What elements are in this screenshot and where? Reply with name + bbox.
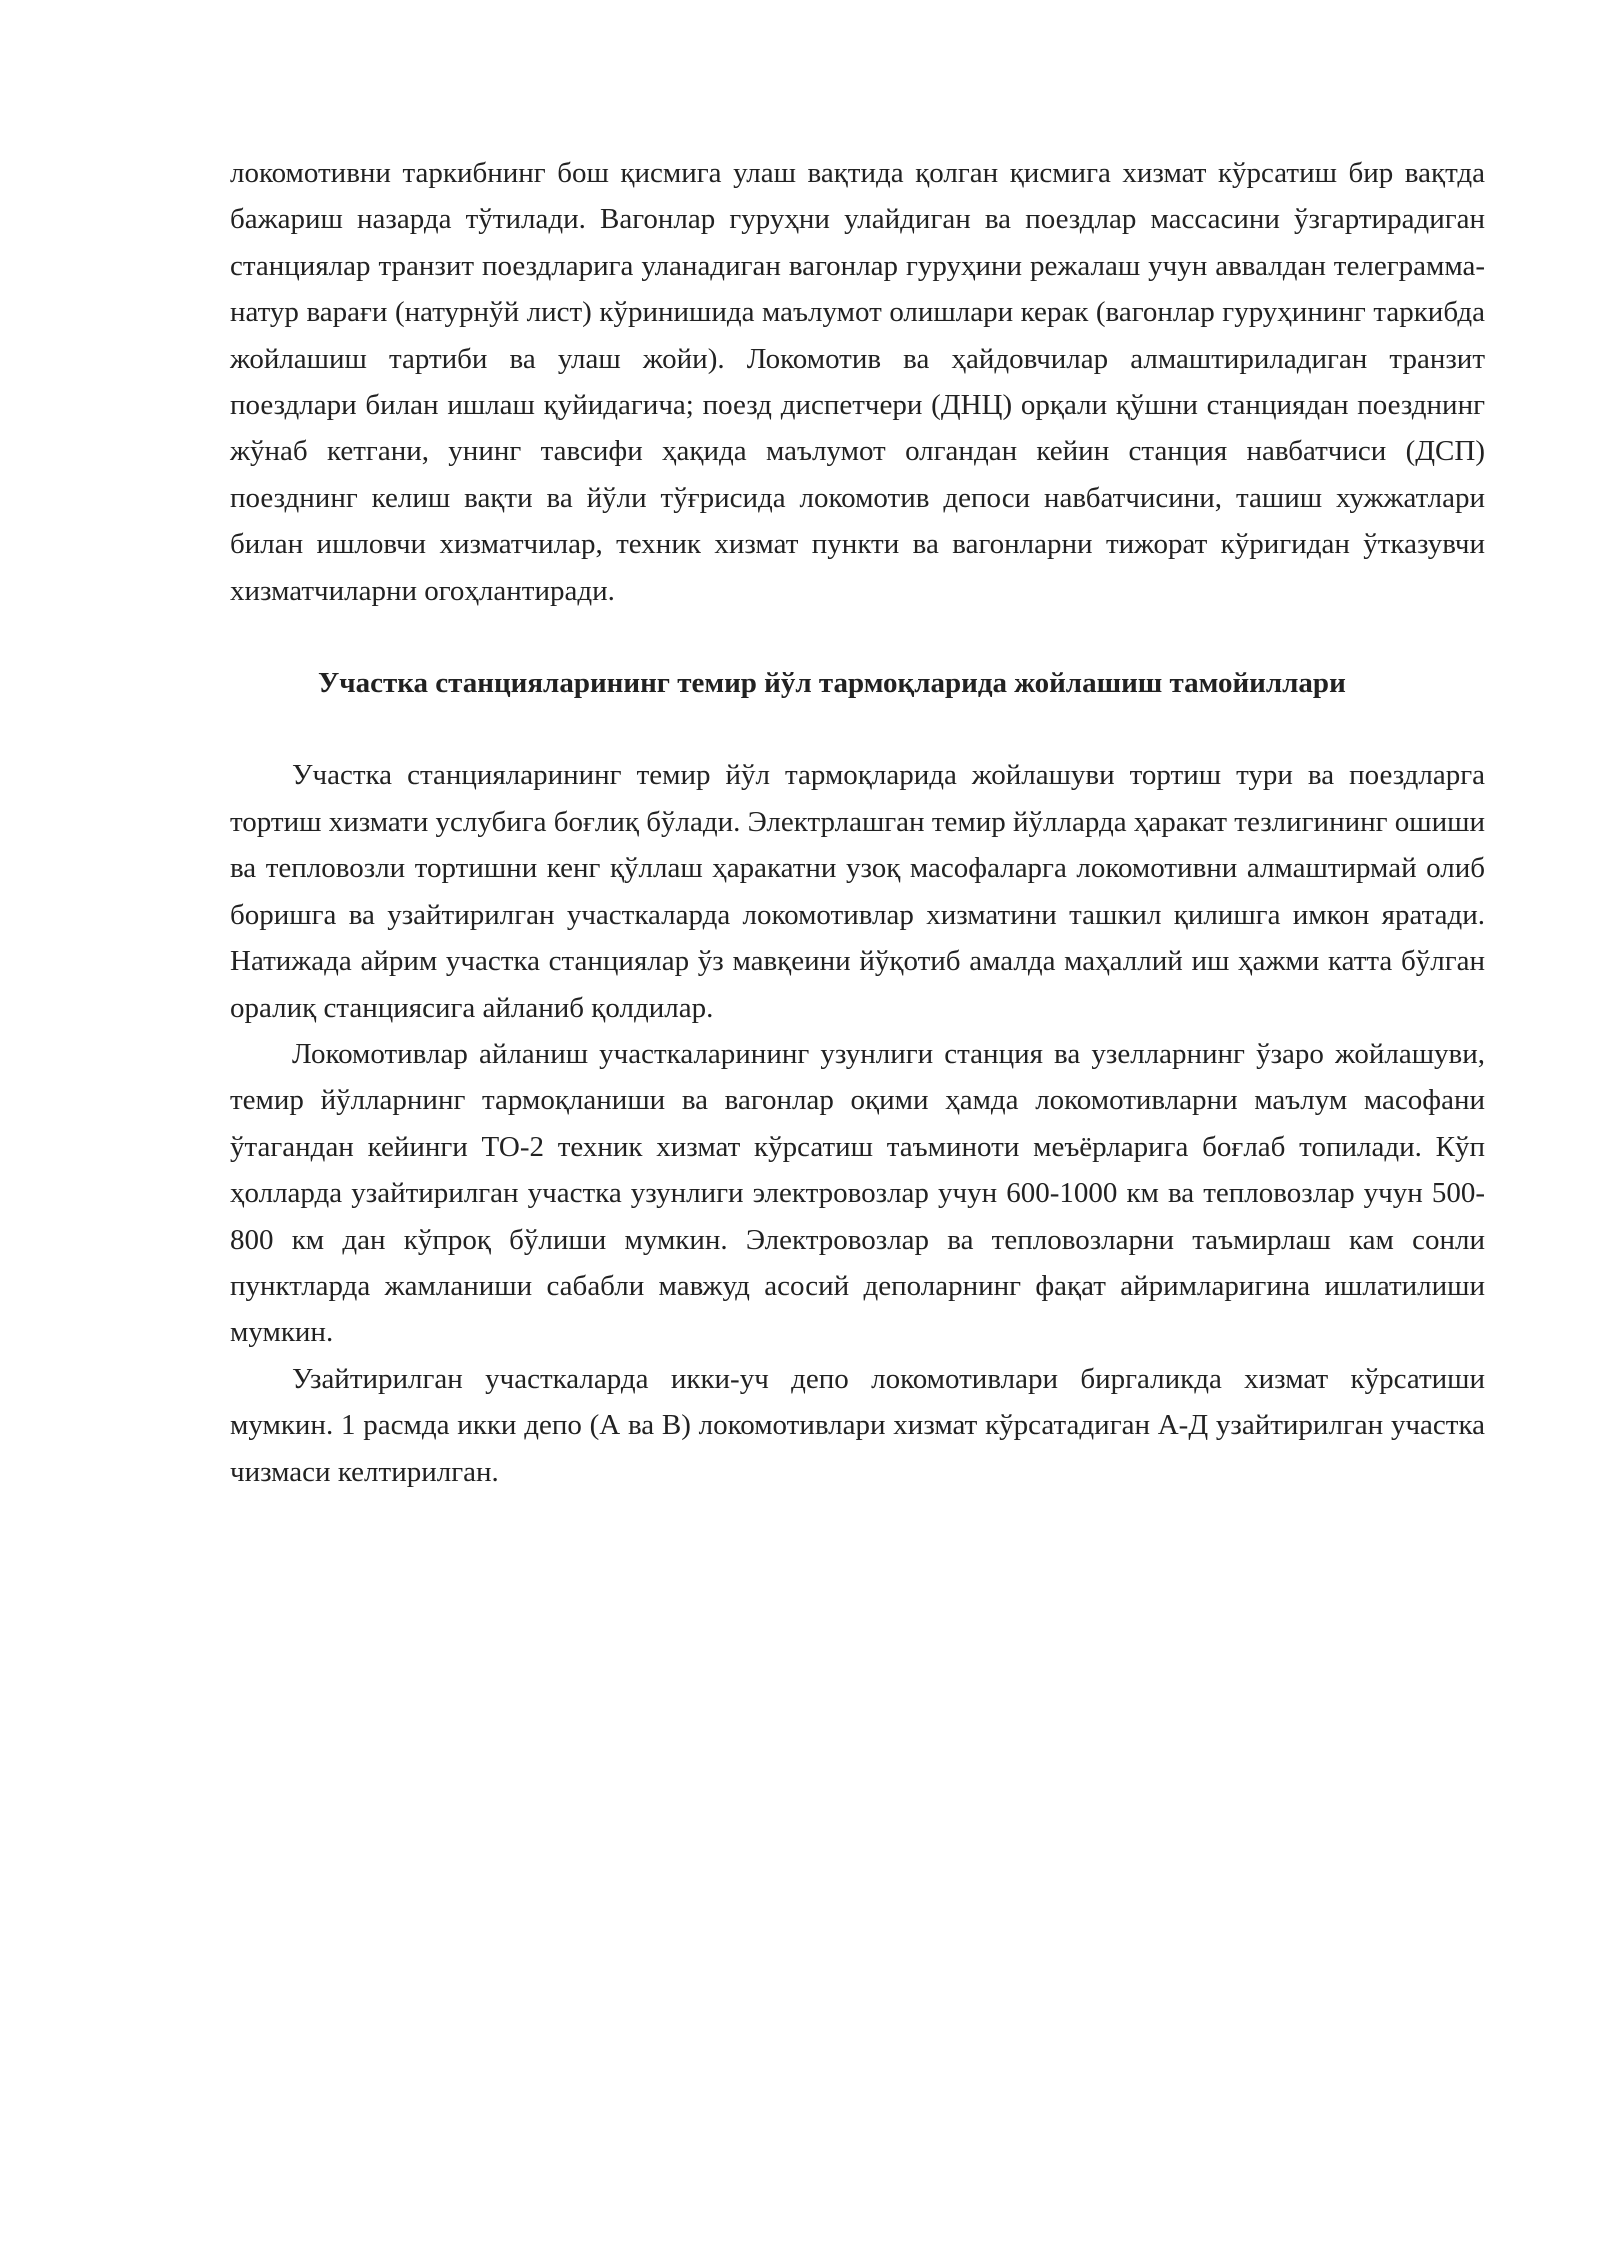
spacer	[230, 614, 1485, 660]
body-paragraph-2: Участка станцияларининг темир йўл тармоқларида жойлашуви тортиш тури ва поездларга тортиш хизмати услубига боғлиқ бўлади. Электрлашган темир йўлларда ҳаракат тезлигининг ошиши ва тепловозли тортишни кенг қўллаш ҳаракатни узоқ масофаларга локомотивни алмаштирмай олиб боришга ва узайтирилган участкаларда локомотивлар хизматини ташкил қилишга имкон яратади. Натижада айрим участка станциялар ўз мавқеини йўқотиб амалда маҳаллий иш ҳажми катта бўлган оралиқ станциясига айланиб қолдилар.	[230, 759, 1485, 1024]
body-paragraph-4: Узайтирилган участкаларда икки-уч депо локомотивлари биргаликда хизмат кўрсатиши мумкин. 1 расмда икки депо (А ва В) локомотивлари хизмат кўрсатадиган А-Д узайтирилган участка чизмаси келтирилган.	[230, 1362, 1485, 1488]
section-heading: Участка станцияларининг темир йўл тармоқларида жойлашиш тамойиллари	[318, 667, 1346, 700]
document-page	[230, 150, 1485, 1495]
body-paragraph-1: локомотивни таркибнинг бош қисмига улаш вақтида қолган қисмига хизмат кўрсатиш бир вақтда бажариш назарда тўтилади. Вагонлар гуруҳни улайдиган ва поездлар массасини ўзгартирадиган станциялар транзит поездларига уланадиган вагонлар гуруҳини режалаш учун аввалдан телеграмма-натур варағи (натурнўй лист) кўринишида маълумот олишлари керак (вагонлар гуруҳининг таркибда жойлашиш тартиби ва улаш жойи). Локомотив ва ҳайдовчилар алмаштириладиган транзит поездлари билан ишлаш қуйидагича; поезд диспетчери (ДНЦ) орқали қўшни станциядан поезднинг жўнаб кетгани, унинг тавсифи ҳақида маълумот олгандан кейин станция навбатчиси (ДСП) поезднинг келиш вақти ва йўли тўғрисида локомотив депоси навбатчисини, ташиш хужжатлари билан ишловчи хизматчилар, техник хизмат пункти ва вагонларни тижорат кўригидан ўтказувчи хизматчиларни огоҳлантиради.	[230, 157, 1485, 607]
body-paragraph-3: Локомотивлар айланиш участкаларининг узунлиги станция ва узелларнинг ўзаро жойлашуви, темир йўлларнинг тармоқланиши ва вагонлар оқими ҳамда локомотивларни маълум масофани ўтагандан кейинги ТО-2 техник хизмат кўрсатиш таъминоти меъёрларига боғлаб топилади. Кўп ҳолларда узайтирилган участка узунлиги электровозлар учун 600-1000 км ва тепловозлар учун 500-800 км дан кўпроқ бўлиши мумкин. Электровозлар ва тепловозларни таъмирлаш кам сонли пунктларда жамланиши сабабли мавжуд асосий деполарнинг фақат айримларигина ишлатилиши мумкин.	[230, 1037, 1485, 1349]
spacer	[230, 706, 1485, 752]
